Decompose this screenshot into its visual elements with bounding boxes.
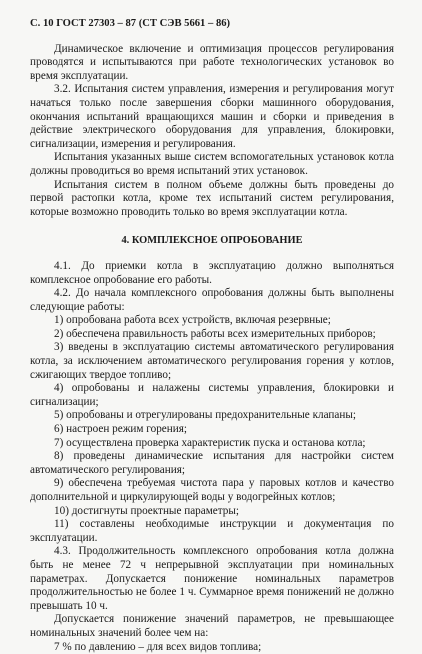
page-header: С. 10 ГОСТ 27303 – 87 (СТ СЭВ 5661 – 86) xyxy=(30,18,231,29)
paragraph: Динамическое включение и оптимизация процессов регулирования проводятся и испытываются при работе технологических установок во время эксплуатации. xyxy=(30,42,394,82)
list-item: 7 % по давлению – для всех видов топлива; xyxy=(54,640,262,653)
section-title: 4. КОМПЛЕКСНОЕ ОПРОБОВАНИЕ xyxy=(121,235,303,247)
paragraph: Допускается понижение значений параметров, не превышающее номинальных значений более чем на: xyxy=(30,613,394,639)
paragraph-3-2: 3.2. Испытания систем управления, измерения и регулирования могут начаться только после завершения сборки машинного оборудования, окончания испытаний вращающихся машин и сборки и приведения в действие электрического оборудования для управления, блокировки, сигнализации, измерения и регулирования. xyxy=(30,83,394,150)
paragraph-4-2: 4.2. До начала комплексного опробования должны быть выполнены следующие работы: xyxy=(30,287,394,313)
paragraph: Испытания систем в полном объеме должны быть проведены до первой растопки котла, кроме тех испытаний систем регулирования, которые возможно проводить только во время эксплуатации котла. xyxy=(30,178,394,218)
list-item: 11) составлены необходимые инструкции и документация по эксплуатации. xyxy=(30,518,394,544)
list-item: 10) достигнуты проектные параметры; xyxy=(54,504,240,517)
paragraph-4-3: 4.3. Продолжительность комплексного опробования котла должна быть не менее 72 ч непрерывной эксплуатации при номинальных параметрах. Допускается понижение номинальных параметров продолжительностью не более 1 ч. Суммарное время понижений не должно превышать 10 ч. xyxy=(30,545,394,612)
list-item: 1) опробована работа всех устройств, включая резервные; xyxy=(54,314,331,327)
list-item: 4) опробованы и налажены системы управления, блокировки и сигнализации; xyxy=(30,382,394,408)
list-item: 5) опробованы и отрегулированы предохранительные клапаны; xyxy=(54,409,356,422)
list-item: 2) обеспечена правильность работы всех измерительных приборов; xyxy=(54,327,376,340)
list-item: 7) осуществлена проверка характеристик пуска и останова котла; xyxy=(54,436,366,449)
list-item: 9) обеспечена требуемая чистота пара у паровых котлов и качество дополнительной и циркулирующей воды у водогрейных котлов; xyxy=(30,477,394,503)
paragraph: Испытания указанных выше систем вспомогательных установок котла должны проводиться во время испытаний этих установок. xyxy=(30,151,394,177)
list-item: 3) введены в эксплуатацию системы автоматического регулирования котла, за исключением автоматического регулирования горения у котлов, сжигающих твердое топливо; xyxy=(30,341,394,381)
list-item: 6) настроен режим горения; xyxy=(54,423,187,436)
paragraph-4-1: 4.1. До приемки котла в эксплуатацию должно выполняться комплексное опробование его работы. xyxy=(30,259,394,286)
list-item: 8) проведены динамические испытания для настройки систем автоматического регулирования; xyxy=(30,450,394,476)
